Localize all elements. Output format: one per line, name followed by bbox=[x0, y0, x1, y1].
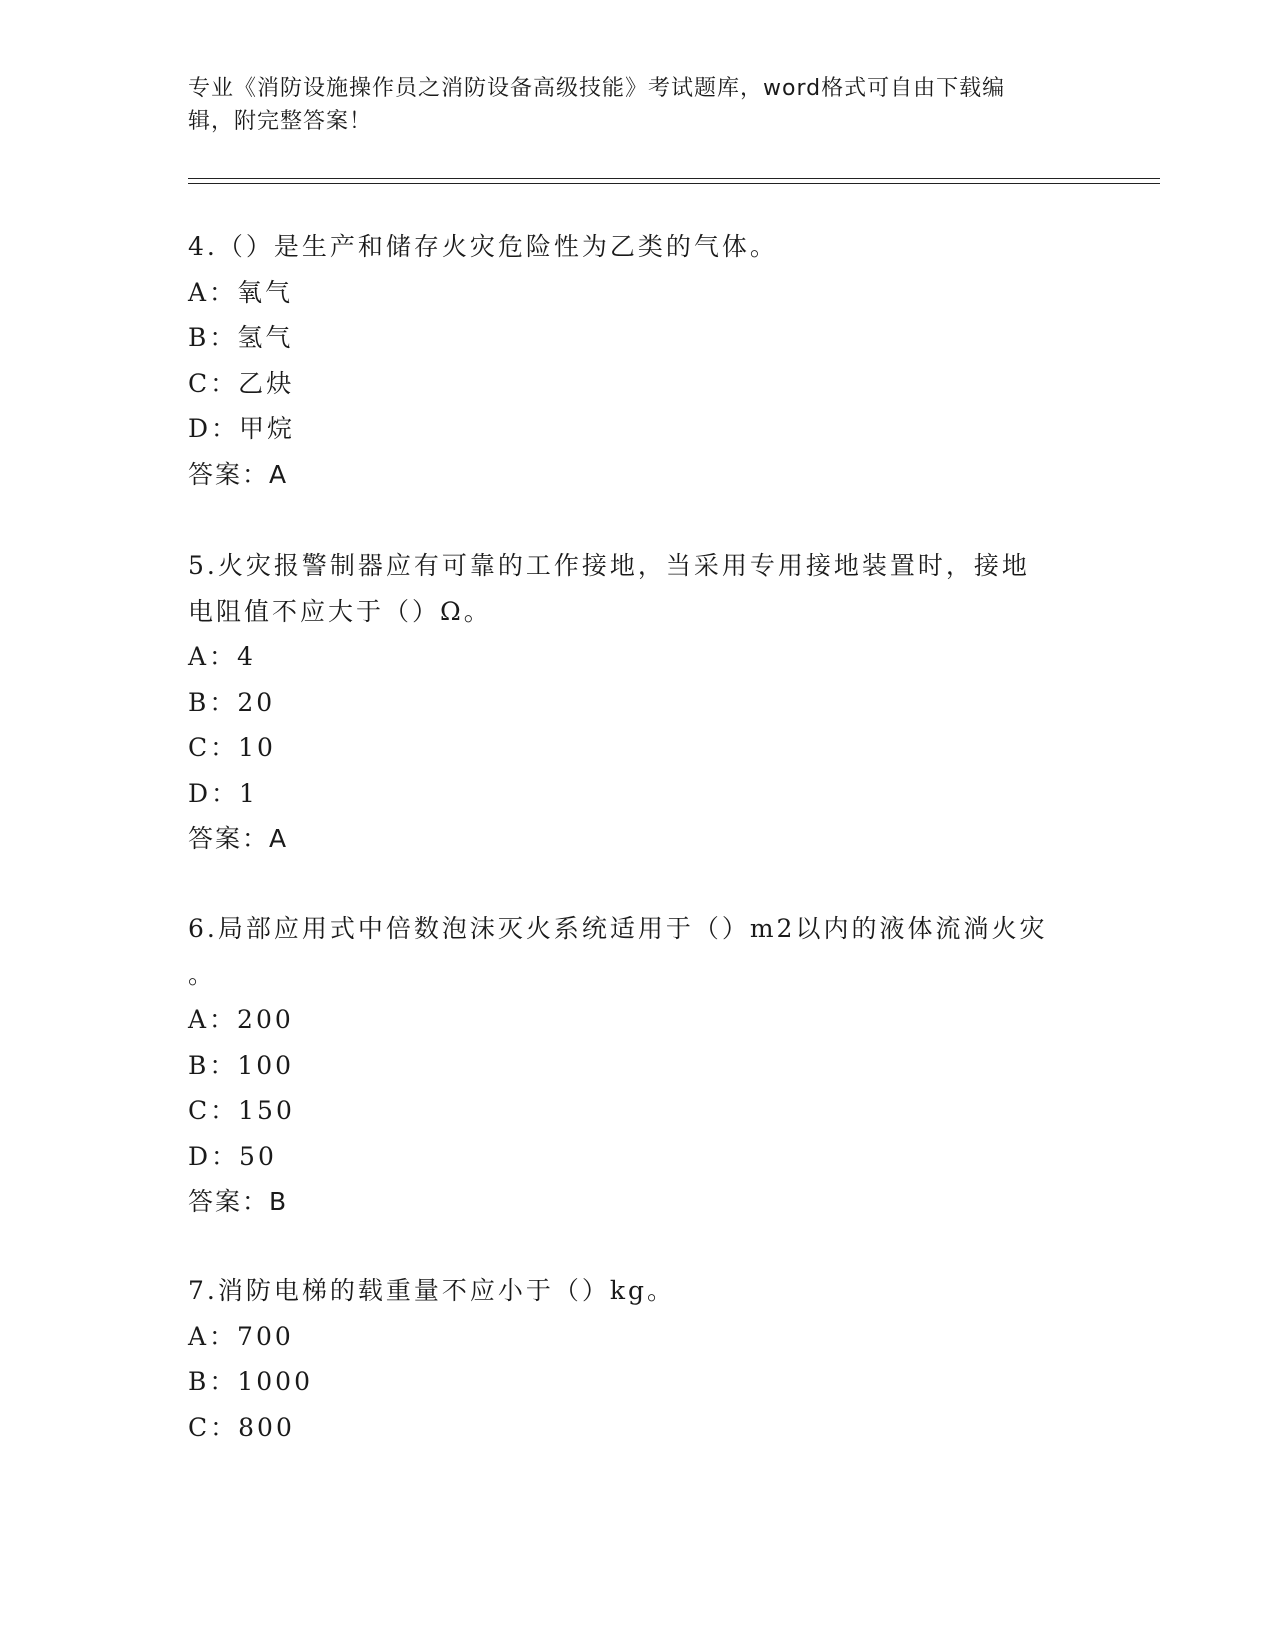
question-stem: 5.火灾报警制器应有可靠的工作接地，当采用专用接地装置时，接地 bbox=[188, 551, 1030, 580]
option-c: C：10 bbox=[188, 733, 276, 762]
question-stem: 4.（）是生产和储存火灾危险性为乙类的气体。 bbox=[188, 232, 778, 261]
option-c: C：800 bbox=[188, 1412, 295, 1442]
option-b: B：20 bbox=[188, 687, 276, 717]
header-line-1: 专业《消防设施操作员之消防设备高级技能》考试题库，word格式可自由下载编 bbox=[188, 76, 1006, 101]
option-d: D：1 bbox=[188, 778, 258, 808]
question-stem: 7.消防电梯的载重量不应小于（）kg。 bbox=[188, 1276, 676, 1305]
question-stem-continued: 。 bbox=[188, 959, 217, 989]
header-line-2: 辑，附完整答案！ bbox=[188, 109, 373, 134]
option-a: A：氧气 bbox=[188, 277, 294, 307]
option-d: D：甲烷 bbox=[188, 414, 296, 443]
option-a: A：4 bbox=[188, 642, 256, 671]
answer: 答案：A bbox=[188, 824, 289, 853]
question-stem-continued: 电阻值不应大于（）Ω。 bbox=[188, 596, 492, 626]
header-divider-top bbox=[188, 178, 1160, 179]
header-divider-bottom bbox=[188, 183, 1160, 184]
option-a: A：700 bbox=[188, 1321, 294, 1351]
option-d: D：50 bbox=[188, 1141, 277, 1171]
question-7 bbox=[188, 1268, 1088, 1450]
question-4 bbox=[188, 224, 1088, 497]
question-stem: 6.局部应用式中倍数泡沫灭火系统适用于（）m2以内的液体流淌火灾 bbox=[188, 914, 1048, 943]
question-6 bbox=[188, 906, 1088, 1225]
document-header bbox=[188, 72, 1088, 138]
option-b: B：1000 bbox=[188, 1367, 313, 1396]
option-c: C：150 bbox=[188, 1096, 295, 1125]
option-c: C：乙炔 bbox=[188, 368, 295, 398]
option-a: A：200 bbox=[188, 1005, 294, 1034]
answer: 答案：A bbox=[188, 459, 289, 489]
question-5 bbox=[188, 543, 1088, 862]
option-b: B：氢气 bbox=[188, 323, 294, 352]
option-b: B：100 bbox=[188, 1050, 295, 1080]
answer: 答案：B bbox=[188, 1187, 289, 1216]
